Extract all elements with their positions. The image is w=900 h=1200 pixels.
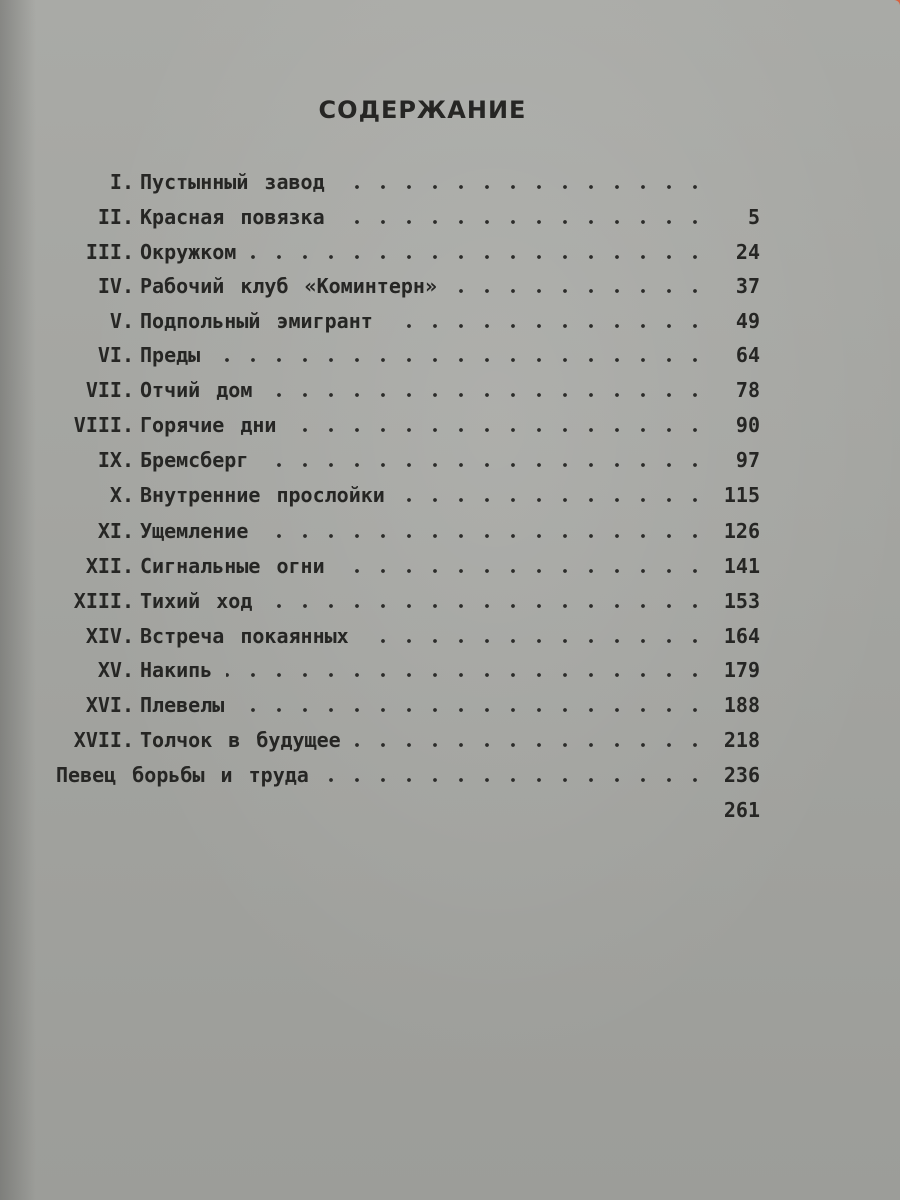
toc-entry-page: 179	[723, 658, 760, 682]
toc-entry-number: XIV.	[85, 624, 134, 648]
toc-dot-leader	[250, 252, 708, 262]
toc-entry-number: VII.	[85, 378, 134, 402]
toc-entry-title: Певец борьбы и труда	[56, 763, 309, 787]
toc-entry-number: XII.	[85, 554, 134, 578]
toc-entry-title: Толчок в будущее	[140, 728, 341, 752]
toc-entry-page: 164	[723, 624, 760, 648]
toc-entry-title: Сигнальные огни	[140, 554, 325, 578]
toc-entry-title: Встреча покаянных	[140, 624, 349, 648]
toc-entry-number: XVII.	[73, 728, 134, 752]
toc-entry	[0, 378, 900, 412]
toc-dot-leader	[214, 355, 708, 365]
toc-entry-number: XVI.	[85, 693, 134, 717]
toc-entry-title: Окружком	[140, 240, 237, 264]
toc-dot-leader	[262, 531, 708, 541]
toc-entry-page: 78	[735, 378, 760, 402]
toc-entry	[0, 483, 900, 517]
toc-entry-page: 141	[723, 554, 760, 578]
toc-dot-leader	[355, 740, 708, 750]
toc-entry-number: II.	[97, 205, 134, 229]
toc-entry	[0, 205, 900, 239]
toc-entry	[0, 693, 900, 727]
toc-entry	[0, 624, 900, 658]
toc-entry	[0, 343, 900, 377]
toc-entry-title: Подпольный эмигрант	[140, 309, 373, 333]
toc-entry-page: 261	[723, 798, 760, 822]
toc-entry-title: Отчий дом	[140, 378, 253, 402]
toc-dot-leader	[266, 390, 708, 400]
toc-entry	[0, 413, 900, 447]
toc-entry-title: Внутренние прослойки	[140, 483, 385, 507]
toc-entry-page: 5	[747, 205, 760, 229]
toc-entry	[0, 274, 900, 308]
toc-entry-number: XV.	[97, 658, 134, 682]
toc-entry-number: XIII.	[73, 589, 134, 613]
toc-entry-title: Красная повязка	[140, 205, 325, 229]
toc-entry	[0, 589, 900, 623]
toc-dot-leader	[339, 217, 708, 227]
toc-entry-page: 64	[735, 343, 760, 367]
toc-entry-number: III.	[85, 240, 134, 264]
toc-entry-number: VIII.	[73, 413, 134, 437]
toc-entry-page: 49	[735, 309, 760, 333]
toc-entry-number: V.	[109, 309, 134, 333]
toc-entry-page: 153	[723, 589, 760, 613]
toc-entry-page: 126	[723, 519, 760, 543]
toc-entry	[0, 309, 900, 343]
toc-entry	[0, 448, 900, 482]
toc-entry	[0, 240, 900, 274]
toc-entry-page: 115	[723, 483, 760, 507]
toc-dot-leader	[363, 636, 708, 646]
toc-entry-page: 24	[735, 240, 760, 264]
toc-entry-page: 97	[735, 448, 760, 472]
toc-dot-leader	[387, 321, 708, 331]
toc-entry	[0, 170, 900, 204]
toc-dot-leader	[226, 670, 708, 680]
toc-entry-number: I.	[109, 170, 134, 194]
toc-dot-leader	[262, 460, 708, 470]
toc-entry-number: X.	[109, 483, 134, 507]
toc-entry-number: IX.	[97, 448, 134, 472]
toc-entry-page: 236	[723, 763, 760, 787]
toc-dot-leader	[451, 286, 708, 296]
toc-dot-leader	[399, 495, 708, 505]
toc-entry-number: IV.	[97, 274, 134, 298]
toc-entry-page: 90	[735, 413, 760, 437]
toc-dot-leader	[290, 425, 708, 435]
toc-dot-leader	[323, 775, 708, 785]
toc-entry-title: Пустынный завод	[140, 170, 325, 194]
toc-entry-title: Накипь	[140, 658, 213, 682]
toc-dot-leader	[339, 182, 708, 192]
toc-entry-title: Ущемление	[140, 519, 249, 543]
toc-entry-page: 218	[723, 728, 760, 752]
toc-entry	[0, 763, 900, 797]
toc-entry-title: Преды	[140, 343, 201, 367]
toc-entry-page: 37	[735, 274, 760, 298]
toc-entry-title: Бремсберг	[140, 448, 249, 472]
toc-entry	[0, 658, 900, 692]
page-title: СОДЕРЖАНИЕ	[318, 96, 527, 124]
toc-entry-page: 188	[723, 693, 760, 717]
toc-entry-title: Плевелы	[140, 693, 225, 717]
toc-dot-leader	[266, 601, 708, 611]
toc-entry-title: Рабочий клуб «Коминтерн»	[140, 274, 437, 298]
toc-entry	[0, 519, 900, 553]
toc-dot-leader	[339, 566, 708, 576]
toc-entry	[0, 798, 900, 832]
toc-entry-title: Горячие дни	[140, 413, 277, 437]
toc-entry	[0, 728, 900, 762]
toc-dot-leader	[238, 705, 708, 715]
toc-entry-title: Тихий ход	[140, 589, 253, 613]
toc-entry-number: XI.	[97, 519, 134, 543]
toc-entry	[0, 554, 900, 588]
toc-entry-number: VI.	[97, 343, 134, 367]
